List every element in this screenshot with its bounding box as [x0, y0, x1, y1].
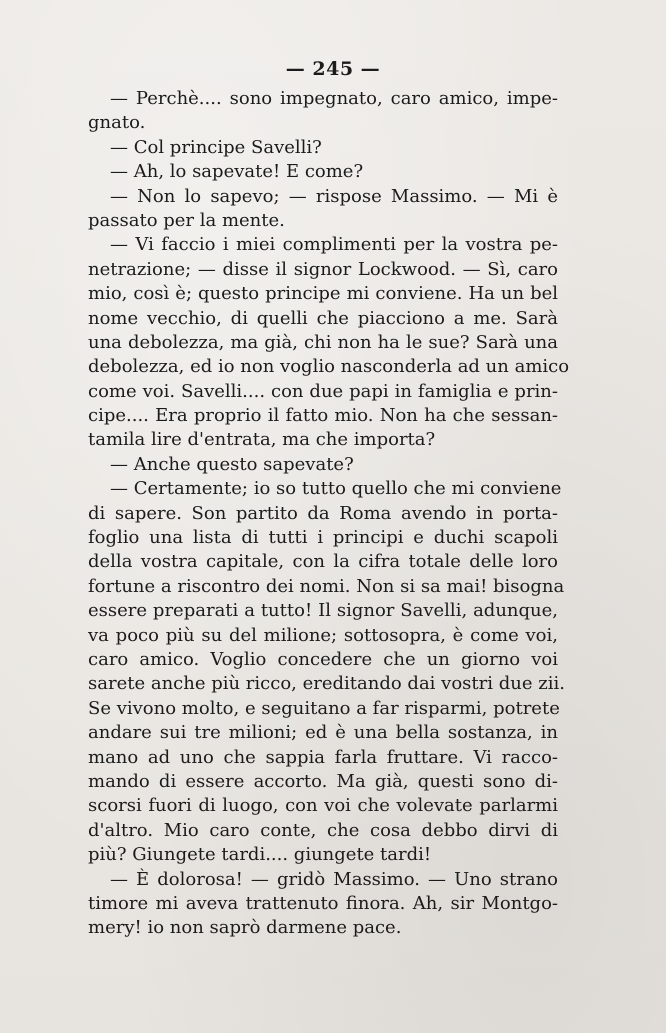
text-line: gnato.	[88, 112, 146, 134]
text-line: mando di essere accorto. Ma già, questi sono di-	[88, 770, 558, 792]
text-line: — Anche questo sapevate?	[110, 453, 354, 475]
text-line: tamila lire d'entrata, ma che importa?	[88, 429, 436, 451]
text-line: della vostra capitale, con la cifra totale delle loro	[88, 551, 558, 573]
text-line: — Non lo sapevo; — rispose Massimo. — Mi è	[110, 185, 558, 207]
text-line: scorsi fuori di luogo, con voi che volevate parlarmi	[88, 795, 558, 817]
text-line: — Ah, lo sapevate! E come?	[110, 161, 364, 183]
text-line: una debolezza, ma già, chi non ha le sue? Sarà una	[88, 331, 558, 353]
text-line: — Col principe Savelli?	[110, 136, 322, 158]
text-line: Se vivono molto, e seguitano a far risparmi, potrete	[88, 697, 560, 719]
text-line: caro amico. Voglio concedere che un giorno voi	[88, 648, 558, 670]
text-line: di sapere. Son partito da Roma avendo in porta-	[88, 502, 558, 524]
text-line: mery! io non saprò darmene pace.	[88, 917, 402, 939]
text-line: nome vecchio, di quelli che piacciono a me. Sarà	[88, 307, 558, 329]
text-line: essere preparati a tutto! Il signor Savelli, adunque,	[88, 600, 558, 622]
page-text	[88, 87, 570, 941]
text-line: fortune a riscontro dei nomi. Non si sa mai! bisogna	[88, 575, 565, 597]
text-line: passato per la mente.	[88, 209, 285, 231]
text-line: cipe.... Era proprio il fatto mio. Non ha che sessan-	[88, 405, 558, 427]
text-line: debolezza, ed io non voglio nasconderla ad un amico	[88, 356, 570, 378]
text-line: netrazione; — disse il signor Lockwood. — Sì, caro	[88, 258, 558, 280]
text-line: timore mi aveva trattenuto finora. Ah, sir Montgo-	[88, 892, 558, 914]
text-line: più? Giungete tardi.... giungete tardi!	[88, 844, 432, 866]
page-number: — 245 —	[285, 58, 381, 80]
text-line: come voi. Savelli.... con due papi in famiglia e prin-	[88, 380, 558, 402]
text-line: va poco più su del milione; sottosopra, è come voi,	[88, 624, 558, 646]
text-line: mio, così è; questo principe mi conviene. Ha un bel	[88, 283, 558, 305]
text-line: mano ad uno che sappia farla fruttare. Vi racco-	[88, 746, 558, 768]
text-line: — Certamente; io so tutto quello che mi conviene	[110, 478, 562, 500]
text-line: andare sui tre milioni; ed è una bella sostanza, in	[88, 722, 558, 744]
text-line: — Vi faccio i miei complimenti per la vostra pe-	[110, 234, 558, 256]
text-line: d'altro. Mio caro conte, che cosa debbo dirvi di	[88, 819, 558, 841]
text-line: — Perchè.... sono impegnato, caro amico, impe-	[110, 88, 558, 109]
text-line: foglio una lista di tutti i principi e duchi scapoli	[88, 527, 558, 549]
text-line: — È dolorosa! — gridò Massimo. — Uno strano	[110, 868, 558, 890]
text-line: sarete anche più ricco, ereditando dai vostri due zii.	[88, 673, 565, 695]
